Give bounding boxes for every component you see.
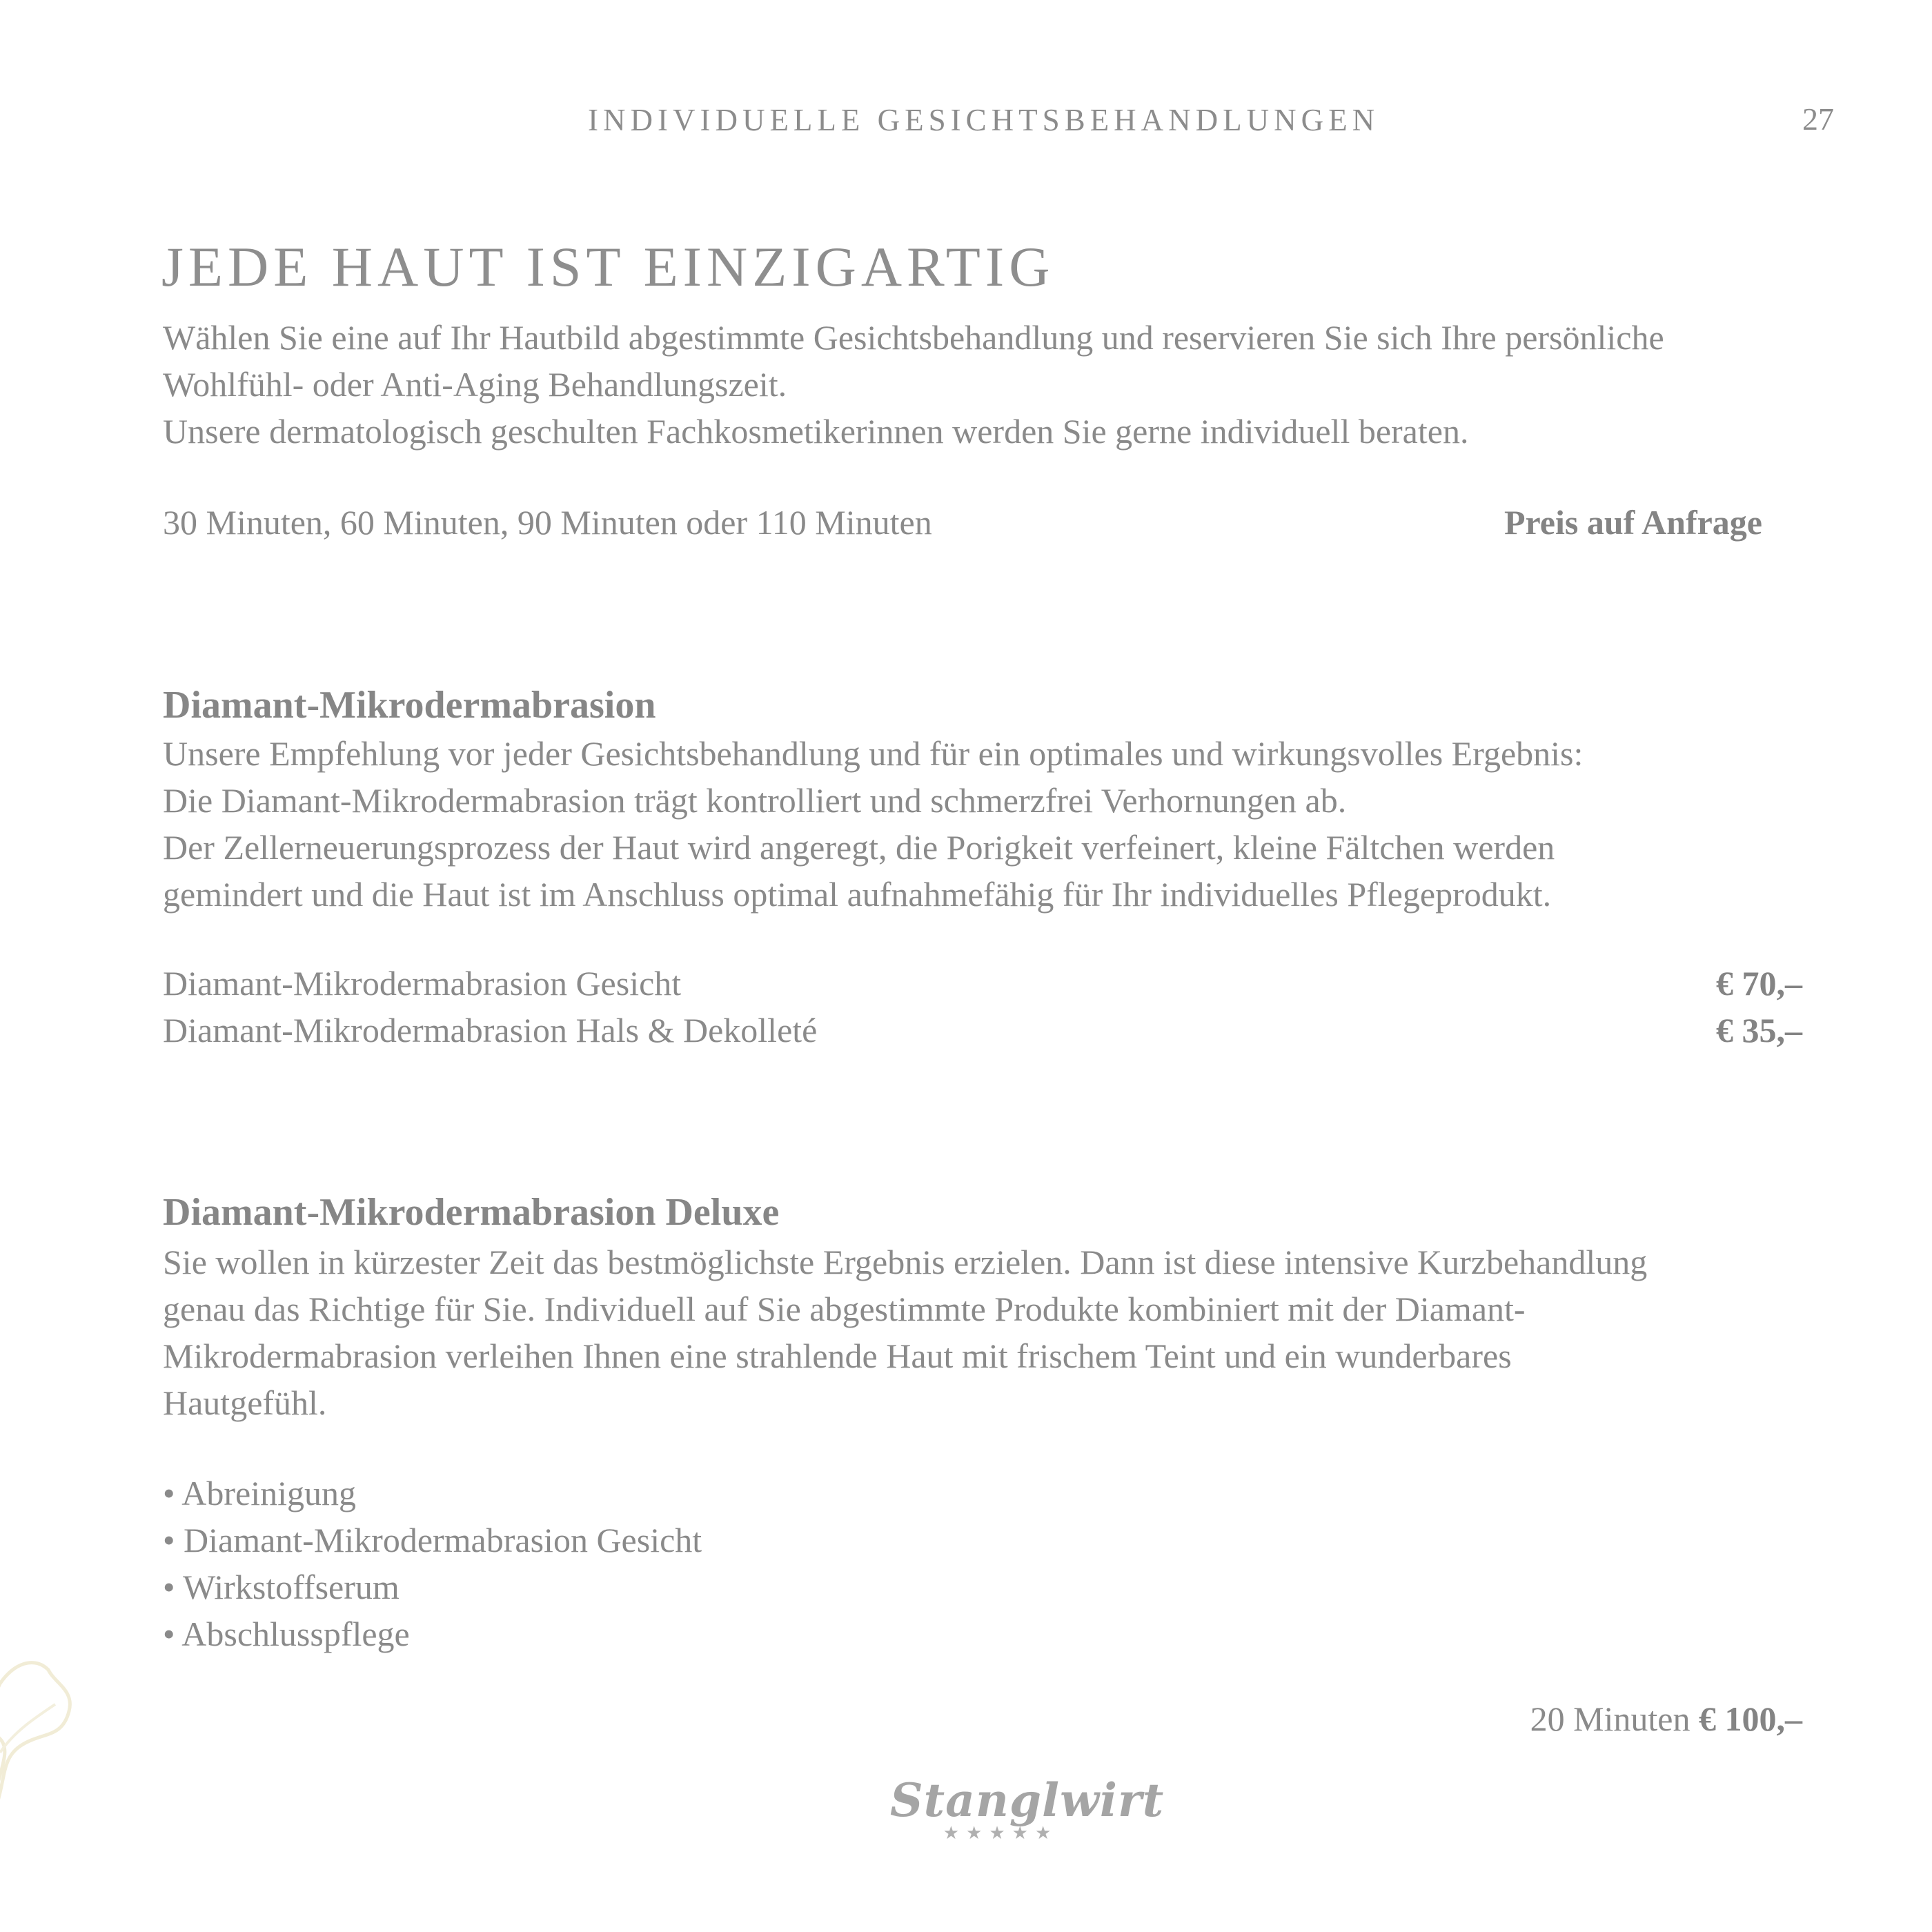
list-item: • Abreinigung (163, 1474, 356, 1512)
price-row (163, 963, 1802, 1003)
intro-durations: 30 Minuten, 60 Minuten, 90 Minuten oder 110 Minuten (163, 503, 932, 542)
deluxe-price: € 100,– (1699, 1699, 1802, 1738)
section-title-deluxe: Diamant-Mikrodermabrasion Deluxe (163, 1191, 780, 1234)
intro-line: Unsere dermatologisch geschulten Fachkosmetikerinnen werden Sie gerne individuell beraten. (163, 412, 1469, 451)
deluxe-price-row (1530, 1699, 1802, 1739)
intro-line: Wohlfühl- oder Anti-Aging Behandlungszeit. (163, 365, 787, 404)
section2-line: Mikrodermabrasion verleihen Ihnen eine strahlende Haut mit frischem Teint und ein wunderbares (163, 1337, 1512, 1375)
stanglwirt-logo (890, 1773, 1165, 1844)
section1-line: Unsere Empfehlung vor jeder Gesichtsbehandlung und für ein optimales und wirkungsvolles Ergebnis: (163, 734, 1584, 773)
list-item: • Diamant-Mikrodermabrasion Gesicht (163, 1521, 702, 1559)
deluxe-duration: 20 Minuten (1530, 1699, 1690, 1738)
price-item-name: Diamant-Mikrodermabrasion Gesicht (163, 964, 682, 1003)
section-title-mikrodermabrasion: Diamant-Mikrodermabrasion (163, 684, 656, 727)
list-item: • Wirkstoffserum (163, 1568, 400, 1606)
page-number: 27 (1802, 101, 1834, 137)
section2-line: genau das Richtige für Sie. Individuell auf Sie abgestimmte Produkte kombiniert mit der Diamant- (163, 1290, 1526, 1328)
section1-line: Die Diamant-Mikrodermabrasion trägt kontrolliert und schmerzfrei Verhornungen ab. (163, 781, 1347, 820)
page-title: JEDE HAUT IST EINZIGARTIG (161, 235, 1055, 298)
logo-wordmark: Stanglwirt (890, 1773, 1165, 1827)
section-header-title: INDIVIDUELLE GESICHTSBEHANDLUNGEN (588, 103, 1380, 137)
intro-line: Wählen Sie eine auf Ihr Hautbild abgestimmte Gesichtsbehandlung und reservieren Sie sich Ihre persönliche (163, 318, 1664, 357)
section2-paragraph (163, 1239, 1647, 1426)
price-item-value: € 70,– (1716, 964, 1802, 1003)
price-item-value: € 35,– (1716, 1011, 1802, 1049)
section1-line: gemindert und die Haut ist im Anschluss optimal aufnahmefähig für Ihr individuelles Pflegeprodukt. (163, 875, 1552, 914)
intro-price: Preis auf Anfrage (1504, 503, 1762, 542)
intro-paragraph (163, 314, 1664, 455)
price-item-name: Diamant-Mikrodermabrasion Hals & Dekolleté (163, 1011, 818, 1049)
leaf-decoration-icon (0, 1642, 90, 1822)
section1-paragraph (163, 730, 1583, 918)
list-item: • Abschlusspflege (163, 1615, 410, 1653)
logo-stars-icon: ★★★★★ (943, 1823, 1058, 1844)
price-row (163, 1010, 1802, 1050)
section2-line: Sie wollen in kürzester Zeit das bestmöglichste Ergebnis erzielen. Dann ist diese intensive Kurzbehandlung (163, 1243, 1648, 1281)
section2-line: Hautgefühl. (163, 1383, 327, 1422)
intro-price-row (163, 502, 1762, 542)
treatment-steps-list (163, 1470, 702, 1657)
section1-line: Der Zellerneuerungsprozess der Haut wird angeregt, die Porigkeit verfeinert, kleine Fältchen werden (163, 828, 1555, 867)
